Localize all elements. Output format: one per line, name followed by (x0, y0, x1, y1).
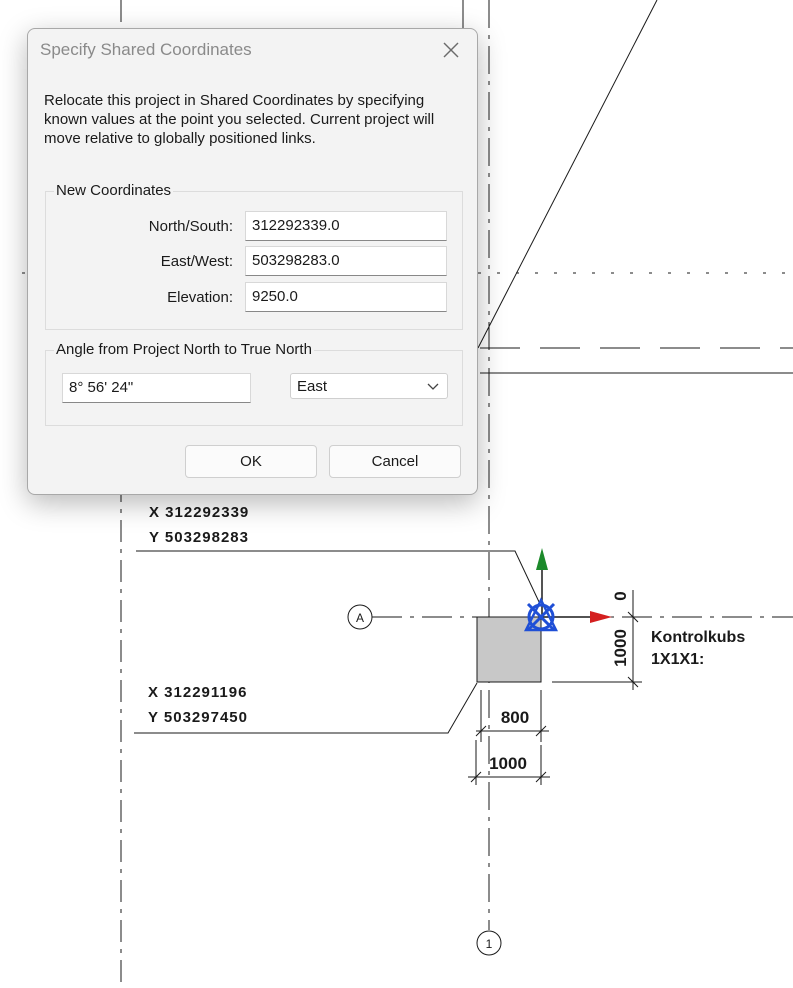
angle-group (45, 341, 463, 426)
chevron-down-icon (426, 379, 440, 393)
north-south-input[interactable]: 312292339.0 (245, 211, 447, 241)
north-south-label: North/South: (148, 218, 233, 235)
specify-shared-coordinates-dialog (27, 28, 478, 495)
close-icon (441, 40, 461, 60)
coord-label-top-y: Y 503298283 (149, 529, 249, 546)
element-tag-line1: Kontrolkubs (651, 629, 746, 646)
gizmo-y-arrow-icon[interactable] (536, 548, 548, 570)
grid-bubble-1-label: 1 (485, 937, 493, 951)
angle-input[interactable]: 8° 56' 24" (62, 373, 251, 403)
element-tag-line2: 1X1X1: (651, 651, 705, 668)
grid-bubble-a-label: A (355, 611, 365, 625)
dim-label-800: 800 (500, 708, 530, 727)
elevation-label: Elevation: (167, 289, 233, 306)
coord-label-top-x: X 312292339 (149, 504, 250, 521)
new-coordinates-label: New Coordinates (56, 182, 172, 199)
direction-select-value: East (297, 378, 328, 395)
direction-select[interactable] (290, 373, 448, 399)
diagonal-line (478, 0, 657, 348)
dim-label-vertical-1000: 1000 (611, 629, 630, 667)
dialog-description: Relocate this project in Shared Coordinates by specifying known values at the point you selected. Current project will move relative to globally positioned links. (44, 92, 435, 147)
dialog-title: Specify Shared Coordinates (40, 40, 252, 59)
coord-label-bottom-y: Y 503297450 (148, 709, 248, 726)
ok-button[interactable]: OK (185, 445, 317, 478)
east-west-input[interactable]: 503298283.0 (245, 246, 447, 276)
dim-label-zero: 0 (611, 591, 630, 601)
gizmo-x-arrow-icon[interactable] (590, 611, 612, 623)
east-west-label: East/West: (160, 253, 233, 270)
angle-label: Angle from Project North to True North (56, 341, 312, 358)
survey-point-gizmo-icon[interactable] (526, 548, 612, 630)
elevation-input[interactable]: 9250.0 (245, 282, 447, 312)
close-button[interactable] (441, 40, 461, 60)
leader-line-top (136, 551, 540, 604)
coord-label-bottom-x: X 312291196 (148, 684, 248, 701)
dim-label-1000: 1000 (489, 754, 527, 773)
cancel-button[interactable]: Cancel (329, 445, 461, 478)
new-coordinates-group (45, 182, 463, 330)
